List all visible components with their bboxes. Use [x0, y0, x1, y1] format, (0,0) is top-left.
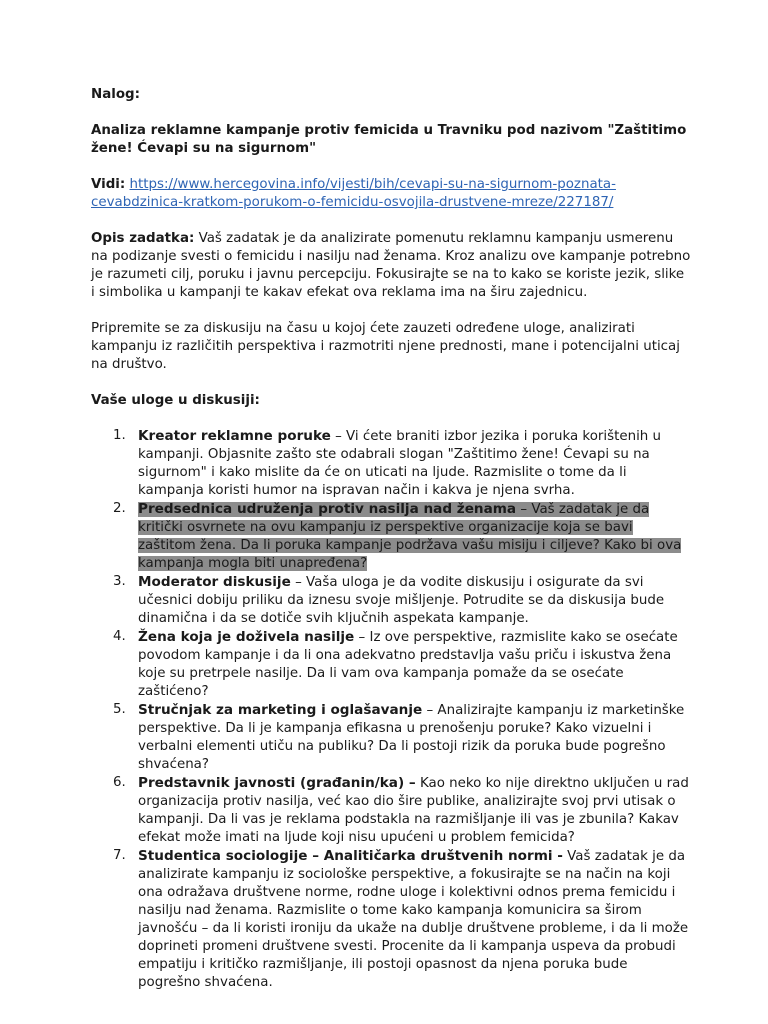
role-text: – Analizirajte kampanju iz marketinške perspektive. Da li je kampanja efikasna u prenošenju poruke? Kako vizuelni i verbalni elementi utiču na publiku? Da li postoji rizik da poruka bude pogrešno shvaćena?	[138, 703, 685, 772]
prepare-paragraph: Pripremite se za diskusiju na času u kojoj ćete zauzeti određene uloge, analizirati kampanju iz različitih perspektiva i razmotriti njene prednosti, mane i potencijalni uticaj na društvo.	[91, 321, 680, 372]
heading-nalog: Nalog:	[91, 87, 140, 102]
list-item	[91, 500, 691, 573]
role-title: Moderator diskusije	[138, 574, 291, 590]
role-text: Kao neko ko nije direktno uključen u rad organizacija protiv nasilja, već kao dio šire publike, analizirajte svoj prvi utisak o kampanji. Da li vas je reklama podstakla na razmišljanje ili vas je zbunila? Kakav efekat može imati na ljude koji nisu upućeni u problem femicida?	[138, 776, 689, 845]
list-item	[91, 427, 691, 500]
role-title: Studentica sociologije – Analitičarka društvenih normi -	[138, 848, 563, 864]
role-title: Predsednica udruženja protiv nasilja nad ženama	[138, 501, 517, 517]
list-item	[91, 774, 691, 847]
article-link[interactable]	[91, 177, 616, 210]
role-text: – Vi ćete braniti izbor jezika i poruka korištenih u kampanji. Objasnite zašto ste odabrali slogan "Zaštitimo žene! Ćevapi su na sigurnom" i kako mislite da će on uticati na ljude. Razmislite o tome da li kampanja koristi humor na ispravan način i kakva je njena svrha.	[138, 429, 662, 498]
role-title: Kreator reklamne poruke	[138, 428, 331, 444]
role-text: Vaš zadatak je da analizirate kampanju iz sociološke perspektive, a fokusirajte se na način na koji ona odražava društvene norme, rodne uloge i kolektivni odnos prema femicidu i nasilju nad ženama. Razmislite o tome kako kampanja komunicira sa širom javnošću – da li koristi ironiju da ukaže na dublje društvene probleme, i da li može doprineti promeni društvene svesti. Procenite da li kampanja uspeva da probudi empatiju i kritičko razmišljanje, ili postoji opasnost da njena poruka bude pogrešno shvaćena.	[138, 849, 689, 990]
task-label: Opis zadatka:	[91, 231, 195, 246]
list-number: 1.	[113, 428, 126, 443]
list-number: 6.	[113, 775, 126, 790]
link-line-2: cevabdzinica-kratkom-porukom-o-femicidu-osvojila-drustvene-mreze/227187/	[91, 195, 614, 210]
task-description	[91, 230, 691, 302]
see-label: Vidi:	[91, 177, 126, 192]
role-text: – Iz ove perspektive, razmislite kako se osećate povodom kampanje i da li ona adekvatno predstavlja vašu priču i iskustva žena koje su pretrpele nasilje. Da li vam ova kampanja pomaže da se osećate zaštićeno?	[138, 630, 678, 699]
list-item	[91, 628, 691, 701]
role-title: Predstavnik javnosti (građanin/ka) –	[138, 775, 416, 791]
see-line	[91, 176, 691, 212]
role-title: Žena koja je doživela nasilje	[138, 629, 355, 645]
list-item	[91, 847, 691, 992]
list-item	[91, 701, 691, 774]
list-number: 4.	[113, 629, 126, 644]
link-line-1: https://www.hercegovina.info/vijesti/bih/cevapi-su-na-sigurnom-poznata-	[129, 177, 616, 192]
role-title: Stručnjak za marketing i oglašavanje	[138, 702, 423, 718]
document-body	[91, 86, 691, 992]
list-number: 2.	[113, 501, 126, 516]
list-number: 3.	[113, 574, 126, 589]
role-text: – Vaša uloga je da vodite diskusiju i osigurate da svi učesnici dobiju priliku da iznesu svoje mišljenje. Potrudite se da diskusija bude dinamična i da se dotiče svih ključnih aspekata kampanje.	[138, 575, 665, 626]
task-text: Vaš zadatak je da analizirate pomenutu reklamnu kampanju usmerenu na podizanje svesti o femicidu i nasilju nad ženama. Kroz analizu ove kampanje potrebno je razumeti cilj, poruku i javnu percepciju. Fokusirajte se na to kako se koriste jezik, slike i simbolika u kampanji te kakav efekat ova reklama ima na širu zajednicu.	[91, 231, 691, 300]
roles-list	[91, 427, 691, 992]
list-number: 7.	[113, 848, 126, 863]
list-item	[91, 573, 691, 628]
list-number: 5.	[113, 702, 126, 717]
roles-heading: Vaše uloge u diskusiji:	[91, 393, 260, 408]
document-title: Analiza reklamne kampanje protiv femicida u Travniku pod nazivom "Zaštitimo žene! Ćevapi su na sigurnom"	[91, 123, 687, 156]
role-text: – Vaš zadatak je da kritički osvrnete na ovu kampanju iz perspektive organizacije koja se bavi zaštitom žena. Da li poruka kampanje podržava vašu misiju i ciljeve? Kako bi ova kampanja mogla biti unapređena?	[138, 502, 682, 571]
highlighted-text	[138, 502, 681, 571]
